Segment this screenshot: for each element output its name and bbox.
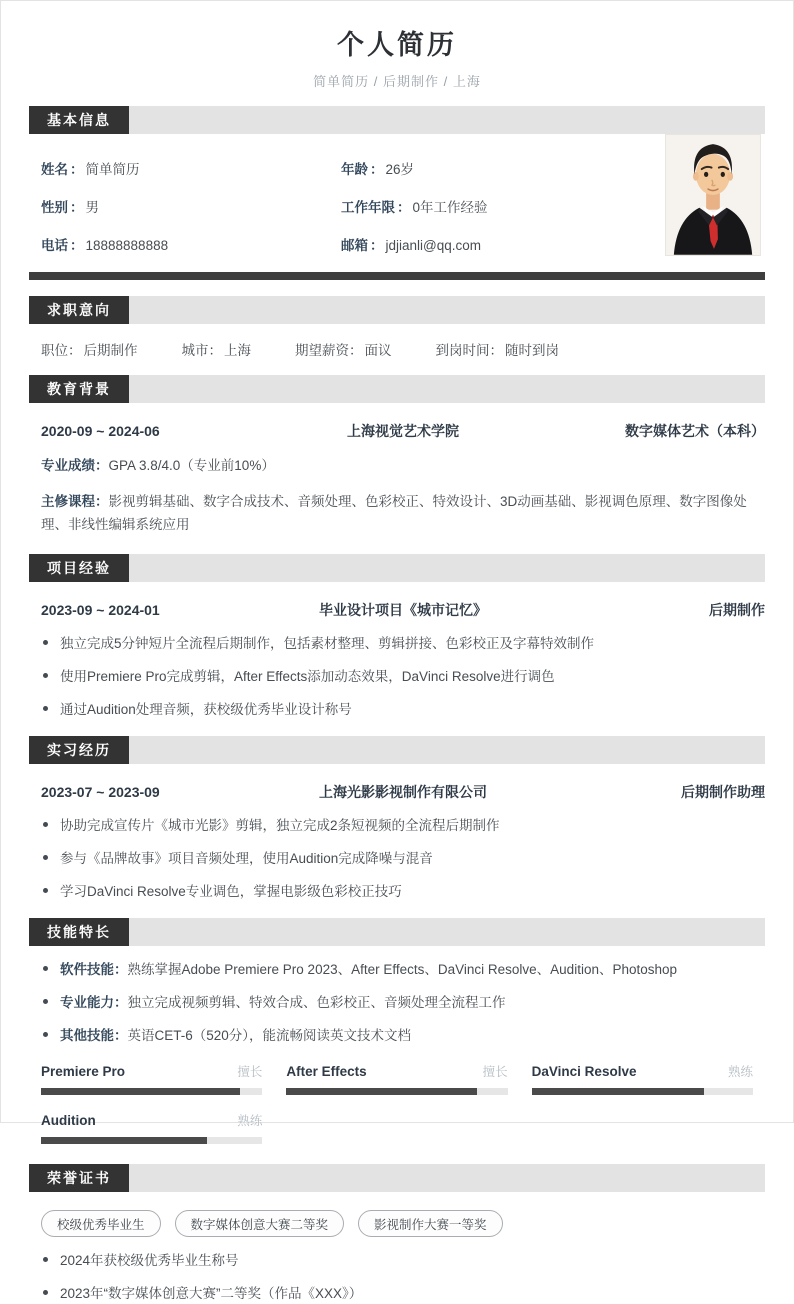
bullet-text: 参与《品牌故事》项目音频处理，使用Audition完成降噪与混音 <box>60 851 433 866</box>
field-value: 26岁 <box>385 162 415 177</box>
education-school: 上海视觉艺术学院 <box>347 423 459 439</box>
section-bar-basic-info <box>29 106 765 134</box>
intent-value: 面议 <box>364 343 392 358</box>
skill-level: 熟练 <box>727 1065 753 1079</box>
intent-salary <box>295 339 392 359</box>
colon: ： <box>70 200 84 215</box>
intent-city <box>182 339 252 359</box>
project-name: 毕业设计项目《城市记忆》 <box>319 602 487 618</box>
honor-tag: 校级优秀毕业生 <box>41 1210 161 1237</box>
colon: ： <box>70 238 84 253</box>
skill-name: Premiere Pro <box>41 1064 126 1079</box>
skill-name: DaVinci Resolve <box>531 1064 637 1079</box>
field-email <box>341 234 641 254</box>
education-period: 2020-09 ~ 2024-06 <box>41 423 160 439</box>
list-item <box>43 634 753 654</box>
skill-level: 熟练 <box>237 1114 263 1128</box>
field-value: 18888888888 <box>85 238 169 253</box>
field-gender <box>41 196 341 216</box>
skill-category-value: 独立完成视频剪辑、特效合成、色彩校正、音频处理全流程工作 <box>127 995 506 1010</box>
colon: ： <box>114 1028 128 1043</box>
project-role: 后期制作 <box>709 602 765 618</box>
internship-company: 上海光影影视制作有限公司 <box>319 784 487 800</box>
basic-info-body <box>29 134 765 258</box>
field-age <box>341 158 641 178</box>
skill-category-value: 熟练掌握Adobe Premiere Pro 2023、After Effects、DaVinci Resolve、Audition、Photoshop <box>127 962 678 977</box>
detail-label: 专业成绩 <box>41 458 95 473</box>
education-courses-line <box>41 490 753 536</box>
bullet-dot <box>43 999 48 1004</box>
education-gpa-line <box>41 454 753 477</box>
job-intent-row <box>41 339 765 359</box>
skill-category-label: 软件技能 <box>60 962 114 977</box>
bullet-text: 通过Audition处理音频，获校级优秀毕业设计称号 <box>60 702 352 717</box>
bullet-dot <box>43 1257 48 1262</box>
colon: ： <box>397 200 411 215</box>
page-title: 个人简历 <box>337 30 457 60</box>
section-heading-education: 教育背景 <box>29 375 129 403</box>
colon: ： <box>349 343 363 358</box>
section-bar-internship <box>29 736 765 764</box>
list-item <box>43 993 753 1013</box>
section-heading-internship: 实习经历 <box>29 736 129 764</box>
skill-bar-track <box>286 1088 507 1095</box>
skill-name: After Effects <box>286 1064 367 1079</box>
detail-value: 影视剪辑基础、数字合成技术、音频处理、色彩校正、特效设计、3D动画基础、影视调色原理、数字图像处理、非线性编辑系统应用 <box>41 494 747 532</box>
profile-portrait-illustration <box>666 135 760 255</box>
skill-bar-audition <box>41 1111 262 1144</box>
field-name <box>41 158 341 178</box>
intent-label: 职位 <box>41 343 68 358</box>
bullet-dot <box>43 822 48 827</box>
list-item <box>43 1284 753 1304</box>
internship-bullet-list <box>43 816 753 902</box>
intent-value: 后期制作 <box>83 343 138 358</box>
colon: ： <box>114 995 128 1010</box>
honor-tag: 影视制作大赛一等奖 <box>358 1210 503 1237</box>
skill-category-value: 英语CET-6（520分），能流畅阅读英文技术文档 <box>127 1028 412 1043</box>
skill-bar-track <box>41 1137 262 1144</box>
section-bar-projects <box>29 554 765 582</box>
bullet-text: 使用Premiere Pro完成剪辑，After Effects添加动态效果，DaVinci Resolve进行调色 <box>60 669 555 684</box>
bullet-text: 2023年“数字媒体创意大赛”二等奖（作品《XXX》） <box>60 1286 363 1301</box>
field-label: 年龄 <box>341 162 368 177</box>
detail-value: GPA 3.8/4.0（专业前10%） <box>108 458 275 473</box>
skill-category-label: 专业能力 <box>60 995 114 1010</box>
project-bullet-list <box>43 634 753 720</box>
internship-role: 后期制作助理 <box>681 784 765 800</box>
colon: ： <box>95 494 109 509</box>
intent-availability <box>436 339 560 359</box>
field-label: 姓名 <box>41 162 68 177</box>
page-subtitle: 简单简历 / 后期制作 / 上海 <box>313 74 481 89</box>
skill-bar-after-effects <box>286 1062 507 1095</box>
intent-value: 随时到岗 <box>505 343 559 358</box>
colon: ： <box>489 343 503 358</box>
bullet-dot <box>43 673 48 678</box>
list-item <box>43 882 753 902</box>
intent-label: 到岗时间 <box>435 343 490 358</box>
bullet-dot <box>43 1290 48 1295</box>
colon: ： <box>370 238 384 253</box>
field-value: jdjianli@qq.com <box>385 238 481 253</box>
bullet-dot <box>43 706 48 711</box>
bullet-dot <box>43 1032 48 1037</box>
field-label: 工作年限 <box>341 200 395 215</box>
colon: ： <box>114 962 128 977</box>
skill-bar-fill <box>41 1137 207 1144</box>
colon: ： <box>70 162 84 177</box>
section-heading-honors: 荣誉证书 <box>29 1164 129 1192</box>
bullet-text: 学习DaVinci Resolve专业调色，掌握电影级色彩校正技巧 <box>60 884 402 899</box>
skill-bar-track <box>41 1088 262 1095</box>
section-divider <box>29 272 765 280</box>
intent-label: 期望薪资 <box>295 343 349 358</box>
honor-tag: 数字媒体创意大赛二等奖 <box>175 1210 345 1237</box>
education-meta-row <box>41 421 765 441</box>
intent-value: 上海 <box>224 343 251 358</box>
skill-name: Audition <box>41 1113 96 1128</box>
project-meta-row <box>41 600 765 620</box>
skills-bullet-list <box>43 960 753 1046</box>
intent-label: 城市 <box>181 343 209 358</box>
field-value: 0年工作经验 <box>412 200 488 215</box>
field-label: 性别 <box>41 200 68 215</box>
profile-photo <box>665 134 761 256</box>
skill-bar-fill <box>286 1088 476 1095</box>
list-item <box>43 849 753 869</box>
list-item <box>43 1251 753 1271</box>
field-value: 简单简历 <box>85 162 140 177</box>
skill-level: 擅长 <box>237 1065 263 1079</box>
field-label: 邮箱 <box>341 238 368 253</box>
list-item <box>43 816 753 836</box>
bullet-dot <box>43 640 48 645</box>
section-heading-job-intent: 求职意向 <box>29 296 129 324</box>
bullet-text: 协助完成宣传片《城市光影》剪辑，独立完成2条短视频的全流程后期制作 <box>60 818 500 833</box>
bullet-dot <box>43 966 48 971</box>
intent-position <box>41 339 138 359</box>
list-item <box>43 700 753 720</box>
list-item <box>43 667 753 687</box>
internship-period: 2023-07 ~ 2023-09 <box>41 784 160 800</box>
skill-bar-fill <box>41 1088 240 1095</box>
colon: ： <box>208 343 222 358</box>
skill-bar-premiere-pro <box>41 1062 262 1095</box>
field-phone <box>41 234 341 254</box>
detail-label: 主修课程 <box>41 494 95 509</box>
skill-bar-track <box>532 1088 753 1095</box>
honors-bullet-list <box>43 1251 753 1304</box>
section-bar-education <box>29 375 765 403</box>
field-experience-years <box>341 196 641 216</box>
colon: ： <box>370 162 384 177</box>
section-heading-projects: 项目经验 <box>29 554 129 582</box>
honor-tags-row <box>41 1210 765 1237</box>
list-item <box>43 960 753 980</box>
section-heading-skills: 技能特长 <box>29 918 129 946</box>
project-period: 2023-09 ~ 2024-01 <box>41 602 160 618</box>
education-degree: 数字媒体艺术（本科） <box>625 423 765 439</box>
list-item <box>43 1026 753 1046</box>
colon: ： <box>95 458 109 473</box>
colon: ： <box>68 343 82 358</box>
field-label: 电话 <box>41 238 68 253</box>
bullet-dot <box>43 855 48 860</box>
skill-bar-fill <box>532 1088 705 1095</box>
bullet-dot <box>43 888 48 893</box>
skill-category-label: 其他技能 <box>60 1028 114 1043</box>
field-value: 男 <box>85 200 99 215</box>
bullet-text: 独立完成5分钟短片全流程后期制作，包括素材整理、剪辑拼接、色彩校正及字幕特效制作 <box>60 636 595 651</box>
resume-header <box>29 1 765 90</box>
skill-bar-davinci-resolve <box>532 1062 753 1095</box>
section-heading-basic-info: 基本信息 <box>29 106 129 134</box>
skill-level: 擅长 <box>482 1065 508 1079</box>
skill-bars-grid <box>41 1062 753 1144</box>
bullet-text: 2024年获校级优秀毕业生称号 <box>60 1253 239 1268</box>
section-bar-honors <box>29 1164 765 1192</box>
internship-meta-row <box>41 782 765 802</box>
section-bar-skills <box>29 918 765 946</box>
section-bar-job-intent <box>29 296 765 324</box>
